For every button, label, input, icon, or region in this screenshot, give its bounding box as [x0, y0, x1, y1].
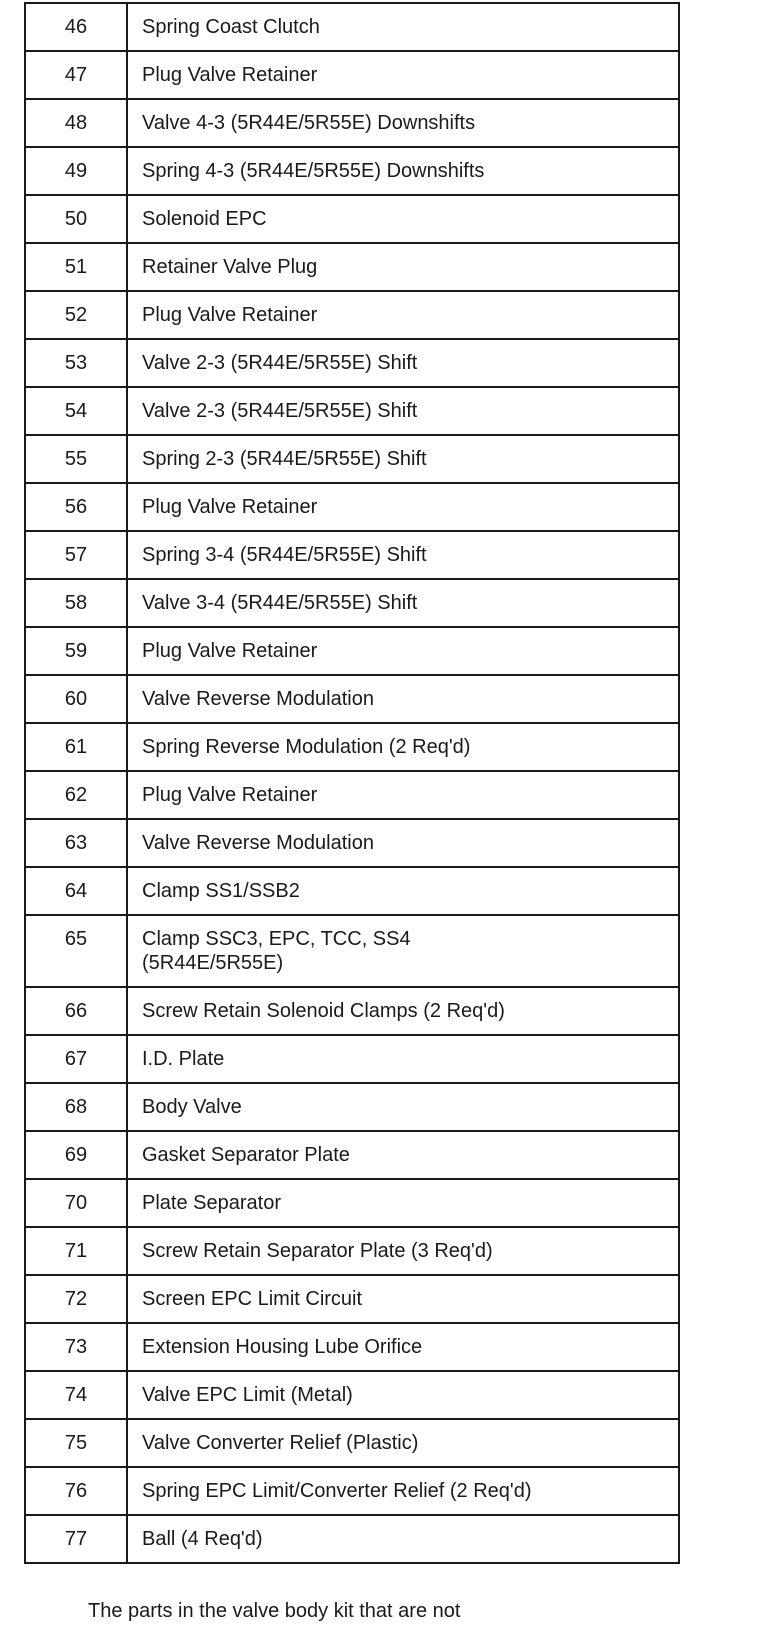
part-description: Solenoid EPC: [127, 195, 679, 243]
part-number: 53: [25, 339, 127, 387]
part-number: 72: [25, 1275, 127, 1323]
part-number: 56: [25, 483, 127, 531]
part-number: 65: [25, 915, 127, 987]
part-number: 63: [25, 819, 127, 867]
part-description: Extension Housing Lube Orifice: [127, 1323, 679, 1371]
table-row: [25, 579, 679, 627]
part-description: Valve 4-3 (5R44E/5R55E) Downshifts: [127, 99, 679, 147]
part-number: 50: [25, 195, 127, 243]
table-row: [25, 3, 679, 51]
table-row: [25, 51, 679, 99]
part-description: Valve 3-4 (5R44E/5R55E) Shift: [127, 579, 679, 627]
part-description: Valve Reverse Modulation: [127, 819, 679, 867]
part-number: 75: [25, 1419, 127, 1467]
table-row: [25, 1515, 679, 1563]
part-description: Valve 2-3 (5R44E/5R55E) Shift: [127, 387, 679, 435]
part-number: 64: [25, 867, 127, 915]
part-description: Screw Retain Separator Plate (3 Req'd): [127, 1227, 679, 1275]
part-description: Valve EPC Limit (Metal): [127, 1371, 679, 1419]
part-description: Spring Reverse Modulation (2 Req'd): [127, 723, 679, 771]
part-description: Body Valve: [127, 1083, 679, 1131]
part-description: Plug Valve Retainer: [127, 291, 679, 339]
part-description: Plate Separator: [127, 1179, 679, 1227]
table-row: [25, 1323, 679, 1371]
part-number: 59: [25, 627, 127, 675]
part-number: 66: [25, 987, 127, 1035]
table-row: [25, 339, 679, 387]
parts-table: [24, 2, 680, 1564]
table-row: [25, 1227, 679, 1275]
part-number: 55: [25, 435, 127, 483]
table-row: [25, 867, 679, 915]
part-description: Clamp SS1/SSB2: [127, 867, 679, 915]
part-description: Retainer Valve Plug: [127, 243, 679, 291]
table-row: [25, 243, 679, 291]
part-description: Clamp SSC3, EPC, TCC, SS4 (5R44E/5R55E): [127, 915, 679, 987]
table-row: [25, 1179, 679, 1227]
table-row: [25, 387, 679, 435]
part-description: Gasket Separator Plate: [127, 1131, 679, 1179]
part-description: Plug Valve Retainer: [127, 483, 679, 531]
part-number: 51: [25, 243, 127, 291]
part-number: 70: [25, 1179, 127, 1227]
part-number: 74: [25, 1371, 127, 1419]
table-row: [25, 819, 679, 867]
table-row: [25, 1083, 679, 1131]
part-number: 61: [25, 723, 127, 771]
part-description: Ball (4 Req'd): [127, 1515, 679, 1563]
table-row: [25, 435, 679, 483]
part-number: 67: [25, 1035, 127, 1083]
table-row: [25, 147, 679, 195]
table-row: [25, 1419, 679, 1467]
table-row: [25, 1467, 679, 1515]
part-number: 62: [25, 771, 127, 819]
table-row: [25, 195, 679, 243]
part-description: Valve Reverse Modulation: [127, 675, 679, 723]
part-number: 49: [25, 147, 127, 195]
part-description: Spring 4-3 (5R44E/5R55E) Downshifts: [127, 147, 679, 195]
part-number: 46: [25, 3, 127, 51]
part-number: 52: [25, 291, 127, 339]
part-number: 57: [25, 531, 127, 579]
part-description: Spring 3-4 (5R44E/5R55E) Shift: [127, 531, 679, 579]
table-row: [25, 1035, 679, 1083]
table-row: [25, 483, 679, 531]
part-number: 47: [25, 51, 127, 99]
table-row: [25, 915, 679, 987]
part-number: 69: [25, 1131, 127, 1179]
part-description: Spring Coast Clutch: [127, 3, 679, 51]
part-description: Screen EPC Limit Circuit: [127, 1275, 679, 1323]
part-number: 73: [25, 1323, 127, 1371]
part-description: Valve 2-3 (5R44E/5R55E) Shift: [127, 339, 679, 387]
part-number: 77: [25, 1515, 127, 1563]
part-number: 58: [25, 579, 127, 627]
part-description: Spring 2-3 (5R44E/5R55E) Shift: [127, 435, 679, 483]
part-number: 60: [25, 675, 127, 723]
table-row: [25, 675, 679, 723]
table-row: [25, 987, 679, 1035]
table-row: [25, 1371, 679, 1419]
part-number: 54: [25, 387, 127, 435]
part-description: Spring EPC Limit/Converter Relief (2 Req'd): [127, 1467, 679, 1515]
part-number: 48: [25, 99, 127, 147]
part-description: Screw Retain Solenoid Clamps (2 Req'd): [127, 987, 679, 1035]
table-row: [25, 1131, 679, 1179]
part-description: I.D. Plate: [127, 1035, 679, 1083]
table-row: [25, 99, 679, 147]
part-description: Plug Valve Retainer: [127, 627, 679, 675]
part-number: 76: [25, 1467, 127, 1515]
part-description: Plug Valve Retainer: [127, 51, 679, 99]
table-row: [25, 723, 679, 771]
part-number: 71: [25, 1227, 127, 1275]
part-description: Valve Converter Relief (Plastic): [127, 1419, 679, 1467]
table-row: [25, 1275, 679, 1323]
table-row: [25, 531, 679, 579]
part-number: 68: [25, 1083, 127, 1131]
footer-text: The parts in the valve body kit that are not: [88, 1600, 461, 1622]
table-row: [25, 627, 679, 675]
table-row: [25, 291, 679, 339]
table-row: [25, 771, 679, 819]
part-description: Plug Valve Retainer: [127, 771, 679, 819]
parts-table-body: [25, 3, 679, 1563]
